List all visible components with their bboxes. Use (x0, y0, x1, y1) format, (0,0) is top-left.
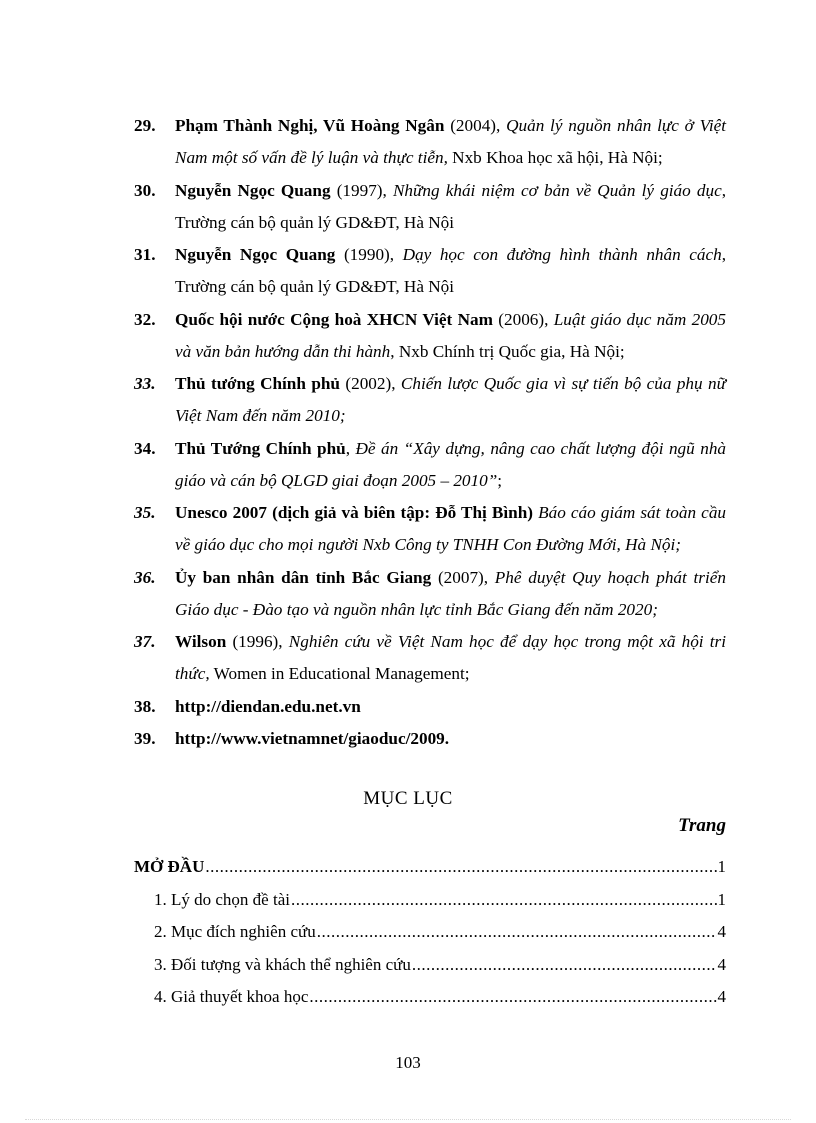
reference-author: Ủy ban nhân dân tỉnh Bắc Giang (175, 567, 432, 587)
toc-entry-page: 4 (717, 922, 726, 941)
reference-number: 29. (134, 116, 156, 135)
reference-publisher: ; (497, 470, 503, 490)
toc-entry[interactable] (134, 981, 726, 1014)
reference-author: Thủ Tướng Chính phủ (175, 438, 346, 458)
page-number: 103 (395, 1053, 421, 1072)
table-of-contents (134, 851, 726, 1014)
toc-entry-page: 1 (717, 857, 726, 876)
reference-number: 32. (134, 309, 156, 329)
reference-link[interactable]: http://diendan.edu.net.vn (175, 696, 361, 716)
reference-number: 37. (134, 632, 156, 651)
toc-entry-page: 1 (717, 889, 726, 909)
reference-item (134, 691, 726, 723)
reference-number: 39. (134, 729, 156, 748)
reference-author: Wilson (175, 632, 227, 651)
page-bottom-divider (25, 1119, 791, 1120)
reference-publisher: , Trường cán bộ quản lý GD&ĐT, Hà Nội (175, 180, 727, 232)
toc-entry[interactable] (134, 916, 726, 949)
reference-title: Báo cáo giám sát toàn cầu về giáo dục cho mọi người Nxb Công ty TNHH Con Đường Mới, Hà Nội; (175, 503, 727, 554)
reference-item (134, 433, 726, 497)
reference-item (134, 110, 726, 174)
reference-item (134, 304, 726, 368)
toc-entry-label: 2. Mục đích nghiên cứu (154, 922, 316, 941)
reference-title: Quản lý nguồn nhân lực ở Việt Nam một số vấn đề lý luận và thực tiễn, (175, 116, 727, 167)
reference-number: 35. (134, 503, 156, 522)
reference-item (134, 723, 726, 755)
reference-item (134, 368, 726, 432)
toc-dot-leader (291, 884, 717, 916)
reference-title: Luật giáo dục năm 2005 và văn bản hướng dẫn thi hành (175, 309, 726, 361)
reference-item (134, 175, 726, 239)
reference-item (134, 562, 726, 626)
reference-title: Dạy học con đường hình thành nhân cách (402, 245, 722, 264)
reference-year: (2007), (431, 567, 495, 587)
reference-item (134, 497, 726, 561)
reference-title: Những khái niệm cơ bản về Quản lý giáo dục (392, 180, 722, 200)
toc-entry[interactable] (134, 884, 726, 917)
reference-title: Đề án “Xây dựng, nâng cao chất lượng đội ngũ nhà giáo và cán bộ QLGD giai đoạn 2005 – 2010” (175, 438, 727, 490)
reference-year: (1997), (330, 180, 393, 200)
toc-entry-page: 4 (717, 954, 726, 974)
reference-publisher: Women in Educational Management; (209, 664, 470, 683)
reference-title: Nghiên cứu về Việt Nam học để dạy học trong một xã hội tri thức, (175, 632, 726, 683)
reference-publisher: , Trường cán bộ quản lý GD&ĐT, Hà Nội (175, 245, 727, 296)
reference-number: 38. (134, 696, 156, 716)
reference-year: (2002), (340, 374, 401, 393)
toc-title: MỤC LỤC (363, 788, 453, 809)
reference-year: (1990), (335, 245, 403, 264)
toc-entry-label: 1. Lý do chọn đề tài (154, 889, 290, 909)
toc-entry-page: 4 (717, 987, 726, 1006)
reference-number: 33. (134, 374, 156, 393)
toc-entry[interactable] (134, 949, 726, 982)
reference-number: 34. (134, 438, 156, 458)
toc-entry-label: MỞ ĐẦU (134, 857, 205, 876)
toc-dot-leader (412, 949, 717, 981)
reference-author: Thủ tướng Chính phủ (175, 374, 340, 393)
reference-number: 30. (134, 180, 156, 200)
reference-item (134, 239, 726, 303)
reference-author: Nguyễn Ngọc Quang (175, 245, 336, 264)
reference-title: Chiến lược Quốc gia vì sự tiến bộ của phụ nữ Việt Nam đến năm 2010; (175, 374, 726, 425)
reference-author: Unesco 2007 (dịch giả và biên tập: Đỗ Thị Bình) (175, 503, 533, 522)
reference-publisher: , Nxb Chính trị Quốc gia, Hà Nội; (390, 341, 625, 361)
reference-number: 36. (134, 567, 156, 587)
reference-publisher: Nxb Khoa học xã hội, Hà Nội; (447, 148, 663, 167)
reference-year: (1996), (226, 632, 289, 651)
reference-item (134, 626, 726, 690)
reference-list (134, 110, 726, 756)
reference-year: (2006), (492, 309, 554, 329)
toc-dot-leader (317, 916, 717, 948)
reference-year: , (345, 438, 356, 458)
reference-author: Quốc hội nước Cộng hoà XHCN Việt Nam (175, 309, 493, 329)
reference-title: Phê duyệt Quy hoạch phát triển Giáo dục - Đào tạo và nguồn nhân lực tỉnh Bắc Giang đến năm 2020; (175, 567, 726, 619)
reference-year: (2004), (444, 116, 507, 135)
reference-link[interactable]: http://www.vietnamnet/giaoduc/2009. (175, 729, 450, 748)
toc-entry-label: 3. Đối tượng và khách thể nghiên cứu (154, 954, 411, 974)
reference-author: Phạm Thành Nghị, Vũ Hoàng Ngân (175, 116, 445, 135)
toc-dot-leader (309, 981, 716, 1013)
toc-entry[interactable] (134, 851, 726, 884)
reference-author: Nguyễn Ngọc Quang (175, 180, 331, 200)
toc-dot-leader (205, 851, 716, 883)
reference-number: 31. (134, 245, 156, 264)
toc-page-column-label: Trang (678, 815, 726, 836)
toc-entry-label: 4. Giả thuyết khoa học (154, 987, 309, 1006)
